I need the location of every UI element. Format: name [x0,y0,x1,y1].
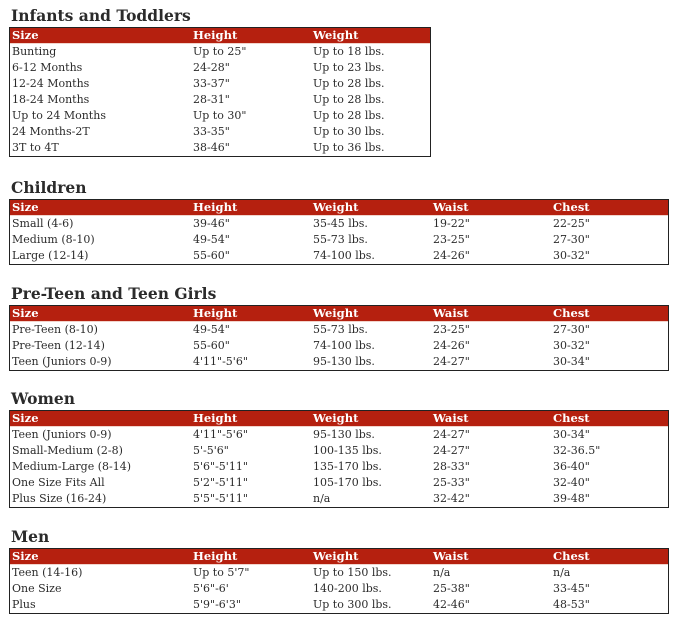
cell-weight: Up to 28 lbs. [313,77,385,90]
column-header-weight: Weight [313,549,359,563]
section-title: Men [11,527,50,546]
cell-chest: n/a [553,566,571,579]
cell-chest: 22-25" [553,217,590,230]
cell-height: 5'9"-6'3" [193,598,241,611]
cell-height: 5'6"-5'11" [193,460,248,473]
table-row [10,232,668,248]
cell-height: 33-37" [193,77,230,90]
cell-weight: 55-73 lbs. [313,233,368,246]
size-table [9,199,669,265]
cell-height: 4'11"-5'6" [193,428,248,441]
table-row [10,459,668,475]
cell-waist: n/a [433,566,451,579]
cell-waist: 42-46" [433,598,470,611]
table-row [10,427,668,443]
cell-height: 39-46" [193,217,230,230]
cell-waist: 24-27" [433,355,470,368]
cell-size: Up to 24 Months [12,109,106,122]
cell-chest: 33-45" [553,582,590,595]
cell-chest: 27-30" [553,323,590,336]
column-header-weight: Weight [313,306,359,320]
cell-size: Pre-Teen (12-14) [12,339,105,352]
cell-size: One Size [12,582,62,595]
cell-weight: 35-45 lbs. [313,217,368,230]
table-header-row [10,200,668,216]
table-row [10,597,668,613]
cell-size: Pre-Teen (8-10) [12,323,98,336]
cell-chest: 36-40" [553,460,590,473]
cell-weight: Up to 28 lbs. [313,93,385,106]
cell-waist: 32-42" [433,492,470,505]
cell-height: 33-35" [193,125,230,138]
table-row [10,248,668,264]
cell-chest: 30-34" [553,355,590,368]
cell-weight: Up to 30 lbs. [313,125,385,138]
cell-weight: Up to 28 lbs. [313,109,385,122]
cell-chest: 32-36.5" [553,444,601,457]
cell-height: 5'-5'6" [193,444,229,457]
table-row [10,60,430,76]
cell-size: Plus Size (16-24) [12,492,107,505]
cell-chest: 30-32" [553,249,590,262]
cell-size: Teen (Juniors 0-9) [12,355,112,368]
cell-size: 24 Months-2T [12,125,90,138]
cell-waist: 24-27" [433,428,470,441]
column-header-waist: Waist [433,411,469,425]
table-row [10,338,668,354]
column-header-height: Height [193,306,238,320]
section-title: Pre-Teen and Teen Girls [11,284,217,303]
table-row [10,216,668,232]
column-header-chest: Chest [553,549,590,563]
column-header-height: Height [193,28,238,42]
cell-height: 49-54" [193,233,230,246]
cell-chest: 30-32" [553,339,590,352]
column-header-size: Size [12,411,39,425]
cell-weight: Up to 36 lbs. [313,141,385,154]
column-header-weight: Weight [313,28,359,42]
cell-weight: 74-100 lbs. [313,249,375,262]
table-row [10,491,668,507]
column-header-weight: Weight [313,411,359,425]
cell-waist: 24-27" [433,444,470,457]
cell-weight: 135-170 lbs. [313,460,382,473]
cell-weight: Up to 18 lbs. [313,45,385,58]
cell-waist: 28-33" [433,460,470,473]
cell-weight: 55-73 lbs. [313,323,368,336]
cell-height: 24-28" [193,61,230,74]
cell-waist: 25-38" [433,582,470,595]
cell-waist: 24-26" [433,249,470,262]
table-header-row [10,306,668,322]
column-header-waist: Waist [433,549,469,563]
cell-height: 55-60" [193,339,230,352]
section-infants-toddlers [9,6,431,157]
section-title: Infants and Toddlers [11,6,191,25]
cell-height: 5'2"-5'11" [193,476,248,489]
table-row [10,124,430,140]
table-header-row [10,411,668,427]
cell-size: Small (4-6) [12,217,74,230]
cell-size: Medium (8-10) [12,233,95,246]
table-row [10,76,430,92]
cell-height: 4'11"-5'6" [193,355,248,368]
cell-weight: 95-130 lbs. [313,428,375,441]
table-header-row [10,549,668,565]
cell-waist: 23-25" [433,233,470,246]
cell-waist: 19-22" [433,217,470,230]
table-row [10,354,668,370]
cell-waist: 23-25" [433,323,470,336]
cell-size: Teen (Juniors 0-9) [12,428,112,441]
table-header-row [10,28,430,44]
column-header-chest: Chest [553,200,590,214]
table-row [10,581,668,597]
cell-weight: 74-100 lbs. [313,339,375,352]
section-children [9,178,669,265]
cell-size: Large (12-14) [12,249,89,262]
cell-height: 5'6"-6' [193,582,229,595]
cell-size: Small-Medium (2-8) [12,444,123,457]
column-header-waist: Waist [433,306,469,320]
cell-size: One Size Fits All [12,476,105,489]
size-table [9,27,431,157]
cell-size: Bunting [12,45,57,58]
cell-height: 28-31" [193,93,230,106]
cell-size: Plus [12,598,36,611]
table-row [10,92,430,108]
column-header-chest: Chest [553,306,590,320]
cell-height: 55-60" [193,249,230,262]
column-header-height: Height [193,411,238,425]
cell-height: Up to 30" [193,109,247,122]
table-row [10,44,430,60]
cell-weight: n/a [313,492,331,505]
cell-weight: Up to 300 lbs. [313,598,392,611]
column-header-weight: Weight [313,200,359,214]
cell-waist: 24-26" [433,339,470,352]
cell-weight: 100-135 lbs. [313,444,382,457]
cell-size: 3T to 4T [12,141,59,154]
table-row [10,108,430,124]
cell-height: Up to 25" [193,45,247,58]
cell-weight: 95-130 lbs. [313,355,375,368]
column-header-height: Height [193,549,238,563]
section-title: Women [11,389,76,408]
section-title: Children [11,178,87,197]
cell-height: Up to 5'7" [193,566,250,579]
size-table [9,548,669,614]
cell-size: 18-24 Months [12,93,90,106]
cell-chest: 39-48" [553,492,590,505]
cell-chest: 30-34" [553,428,590,441]
column-header-waist: Waist [433,200,469,214]
cell-size: Medium-Large (8-14) [12,460,132,473]
cell-chest: 27-30" [553,233,590,246]
cell-chest: 32-40" [553,476,590,489]
column-header-size: Size [12,549,39,563]
cell-chest: 48-53" [553,598,590,611]
table-row [10,443,668,459]
column-header-size: Size [12,200,39,214]
size-table [9,410,669,508]
section-preteen-teen-girls [9,284,669,371]
cell-size: Teen (14-16) [12,566,83,579]
table-row [10,475,668,491]
column-header-chest: Chest [553,411,590,425]
cell-size: 6-12 Months [12,61,83,74]
section-women [9,389,669,508]
table-row [10,140,430,156]
cell-weight: 105-170 lbs. [313,476,382,489]
cell-height: 5'5"-5'11" [193,492,248,505]
section-men [9,527,669,614]
cell-waist: 25-33" [433,476,470,489]
column-header-size: Size [12,28,39,42]
table-row [10,565,668,581]
size-table [9,305,669,371]
cell-weight: Up to 150 lbs. [313,566,392,579]
cell-size: 12-24 Months [12,77,90,90]
cell-weight: Up to 23 lbs. [313,61,385,74]
table-row [10,322,668,338]
cell-weight: 140-200 lbs. [313,582,382,595]
column-header-height: Height [193,200,238,214]
column-header-size: Size [12,306,39,320]
cell-height: 49-54" [193,323,230,336]
cell-height: 38-46" [193,141,230,154]
